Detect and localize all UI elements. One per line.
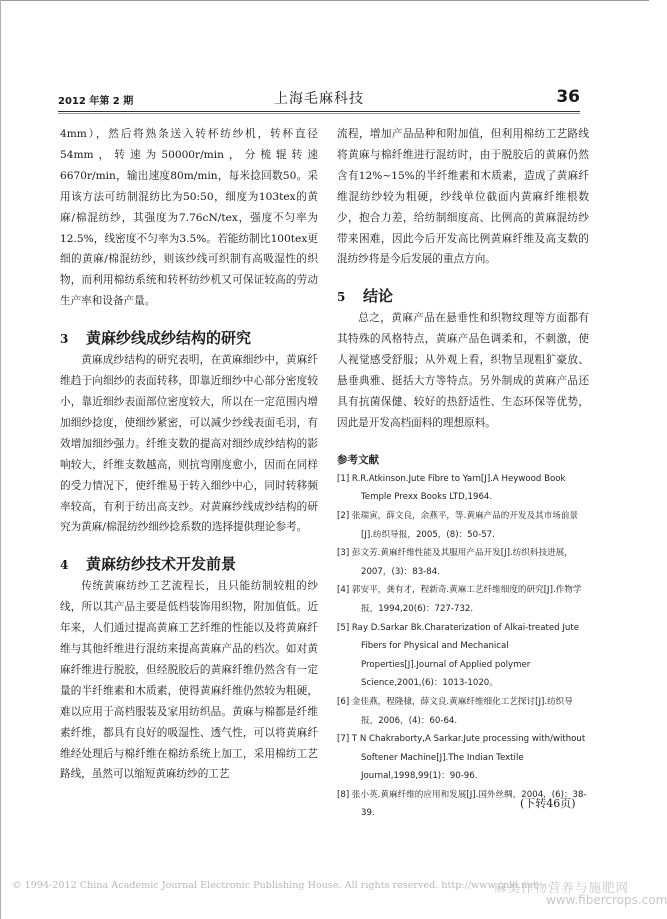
intro-paragraph: 4mm），然后将熟条送入转杯纺纱机，转杯直径54mm，转速为50000r/min，分梳辊转速6670r/min，输出速度80m/min，每米捻回数50。采用该方法可纺制混纺比为50:50，细度为103tex的黄麻/棉混纺纱，其强度为7.76cN/tex，强度不匀率为12.5%，线密度不匀率为3.5%。若能纺制比100tex更细的黄麻/棉混纺纱，则该纱线可织制有高吸湿性的织物，而利用棉纺系统和转杯纺纱机又可保证较高的劳动生产率和设备产量。 <box>60 128 318 308</box>
watermark-site-name: 麻类作物营养与施肥网 <box>494 880 630 895</box>
section-4-heading <box>60 552 318 576</box>
continuation-paragraph: 流程，增加产品品种和附加值，但利用棉纺工艺路线将黄麻与棉纤维进行混纺时，由于脱胶后的黄麻仍然含有12%~15%的半纤维素和木质素，造成了黄麻纤维混纺纱较为粗硬，纱线单位截面内黄麻纤维根数少，抱合力差，给纺制细度高、比例高的黄麻混纺纱带来困难，因此今后开发高比例黄麻纤维及高支数的混纺纱将是今后发展的重点方向。 <box>337 128 589 266</box>
reference-item: [5] Ray D.Sarkar Bk.Charaterization of Alkai-treated Jute Fibers for Physical and Mechanical Properties[J].Journal of Applied polymer Science,2001,(6)：1013-1020。 <box>337 622 580 689</box>
section-3-title: 黄麻纱线成纱结构的研究 <box>86 329 252 348</box>
reference-item: [7] T N Chakraborty,A Sarkar.Jute processing with/without Softener Machine[J].The Indian Textile Journal,1998,99(1)：90-96. <box>337 734 586 782</box>
section-4-body: 传统黄麻纺纱工艺流程长，且只能纺制较粗的纱线，所以其产品主要是低档装饰用织物，附加值低。近年来，人们通过提高黄麻工艺纤维的性能以及将黄麻纤维与其他纤维进行混纺来提高黄麻产品的档次。如对黄麻纤维进行脱胶，但经脱胶后的黄麻纤维仍然含有一定量的半纤维素和木质素，使得黄麻纤维仍然较为粗硬，难以应用于高档服装及家用纺织品。黄麻与棉都是纤维素纤维，都具有良好的吸湿性、透气性，可以将黄麻纤维经处理后与棉纤维在棉纺系统上加工，采用棉纺工艺路线，虽然可以缩短黄麻纺纱的工艺 <box>60 580 318 781</box>
reference-item: [3] 彭文芳.黄麻纤维性能及其服用产品开发[J].纺织科技进展，2007，(3)：83-84. <box>337 548 573 577</box>
watermark-url: www.fibercrops.com <box>546 893 667 907</box>
references-heading: 参考文献 <box>337 453 379 466</box>
page-number: 36 <box>556 87 580 107</box>
header-divider <box>58 111 580 112</box>
issue-label: 2012 年第 2 期 <box>58 96 134 107</box>
section-4-number: 4 <box>60 558 69 573</box>
header-divider-thin <box>58 113 580 114</box>
section-5-body: 总之，黄麻产品在悬垂性和织物纹理等方面都有其特殊的风格特点，黄麻产品色调柔和，不刺激，使人视觉感受舒服；从外观上看，织物呈现粗犷豪放、悬垂典雅、挺括大方等特点。另外制成的黄麻产品还具有抗菌保健、较好的热舒适性、生态环保等优势，因此是开发高档面料的理想原料。 <box>337 312 589 429</box>
reference-item: [2] 张瑞寅，薛文良，余燕平，等.黄麻产品的开发及其市场前景[J].纺织导报，2005，(8)：50-57. <box>337 510 579 540</box>
reference-item: [6] 金佳燕，程隆棣，薛文良.黄麻纤维细化工艺探讨[J].纺织导报，2006，(4)：60-64. <box>337 696 573 726</box>
journal-title: 上海毛麻科技 <box>274 91 364 107</box>
page-left-border <box>0 0 1 919</box>
left-column <box>60 124 318 785</box>
section-4-title: 黄麻纺纱技术开发前景 <box>86 555 237 574</box>
section-5-title: 结论 <box>363 287 394 306</box>
reference-item: [8] 张小英.黄麻纤维的应用和发展[J].国外丝绸，2004，(6)：38-39. <box>337 789 587 819</box>
section-5-heading <box>337 284 589 308</box>
reference-item: [4] 郭安平，龚有才，程新奇.黄麻工艺纤维细度的研究[J].作物学报，1994,20(6)：727-732. <box>337 585 582 614</box>
section-3-number: 3 <box>60 332 69 347</box>
continued-note: (下转46页) <box>520 797 576 810</box>
page-top-border <box>0 0 649 1</box>
section-5-number: 5 <box>337 290 346 305</box>
references-list <box>337 470 589 823</box>
copyright-footer: © 1994-2012 China Academic Journal Electronic Publishing House. All rights reserved. http://www.cnki.net <box>12 880 537 891</box>
reference-item: [1] R.R.Atkinson.Jute Fibre to Yarn[J].A Heywood Book Temple Prexx Books LTD,1964. <box>337 473 566 503</box>
running-header <box>58 88 580 108</box>
section-3-heading <box>60 326 318 350</box>
right-column <box>337 124 589 823</box>
section-3-body: 黄麻成纱结构的研究表明，在黄麻细纱中，黄麻纤维趋于向细纱的表面转移，即靠近细纱中心部分密度较小，靠近细纱表面部位密度较大，所以在一定范围内增加细纱捻度，使细纱紧密，可以减少纱线表面毛羽，有效增加细纱强力。纤维支数的提高对细纱成纱结构的影响较大，纤维支数越高，则抗弯刚度愈小，因而在同样的受力情况下，使纤维易于转入细纱中心，同时转移频率较高，有利于纺出高支纱。对黄麻纱线成纱结构的研究为黄麻/棉混纺纱细纱捻系数的选择提供理论参考。 <box>60 354 318 534</box>
